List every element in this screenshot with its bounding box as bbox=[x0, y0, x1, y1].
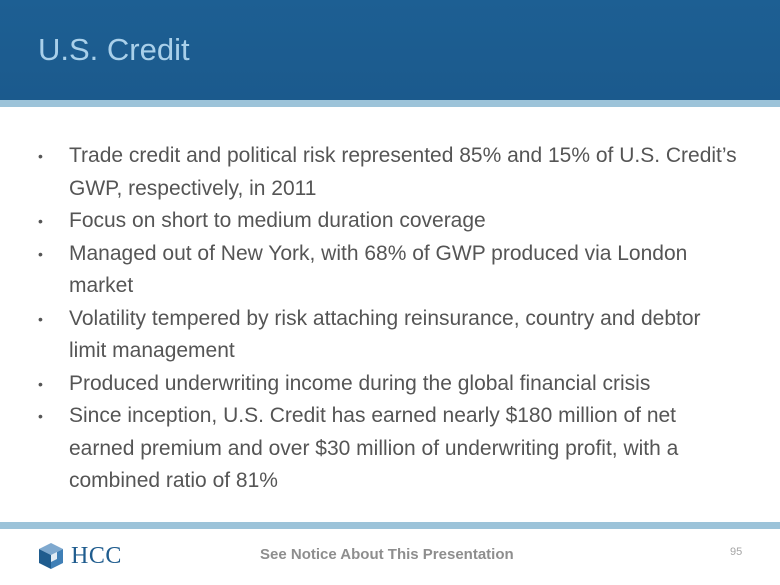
bullet-text: Focus on short to medium duration coverage bbox=[69, 209, 486, 232]
bullet-dot-icon: • bbox=[38, 148, 43, 164]
bullet-item bbox=[38, 238, 738, 303]
bullet-dot-icon: • bbox=[38, 245, 43, 262]
slide-title: U.S. Credit bbox=[38, 32, 190, 67]
bullet-text: Volatility tempered by risk attaching reinsurance, country and debtor limit management bbox=[69, 306, 701, 362]
bullet-item bbox=[38, 400, 738, 498]
bullet-item bbox=[38, 303, 738, 368]
bullet-dot-icon: • bbox=[38, 213, 43, 229]
header-divider bbox=[0, 100, 780, 107]
footer-divider bbox=[0, 522, 780, 529]
cube-logo-icon bbox=[38, 542, 64, 570]
logo-text: HCC bbox=[71, 542, 122, 569]
bullet-item bbox=[38, 368, 738, 401]
notice-text: See Notice About This Presentation bbox=[260, 546, 514, 563]
hcc-logo bbox=[38, 541, 122, 571]
bullet-item bbox=[38, 140, 738, 205]
bullet-list bbox=[38, 140, 738, 498]
bullet-text: Produced underwriting income during the global financial crisis bbox=[69, 371, 651, 395]
bullet-text: Since inception, U.S. Credit has earned nearly $180 million of net earned premium and over $30 million of underwriting profit, with a combined ratio of 81% bbox=[69, 404, 679, 492]
bullet-dot-icon: • bbox=[38, 408, 43, 424]
bullet-text: Trade credit and political risk represented 85% and 15% of U.S. Credit’s GWP, respectively, in 2011 bbox=[69, 144, 737, 200]
bullet-dot-icon: • bbox=[38, 375, 43, 392]
page-number: 95 bbox=[730, 546, 743, 558]
bullet-text: Managed out of New York, with 68% of GWP produced via London market bbox=[69, 241, 688, 297]
bullet-item bbox=[38, 205, 738, 238]
bullet-dot-icon: • bbox=[38, 310, 43, 327]
